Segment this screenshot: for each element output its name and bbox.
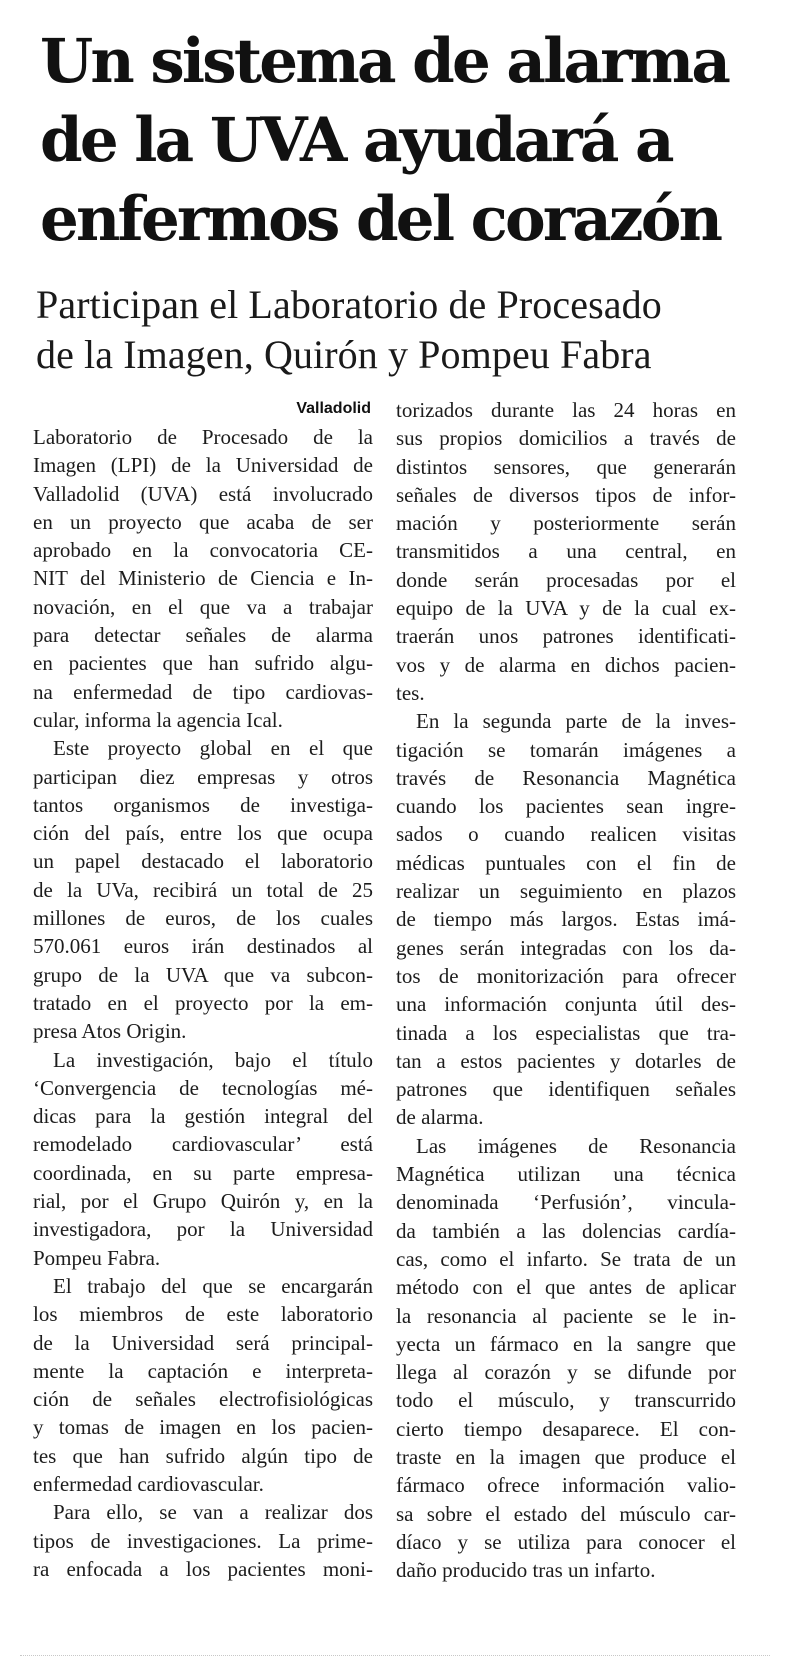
text-line: grupo de la UVA que va subcon- <box>33 962 373 987</box>
text-line: genes serán integradas con los da- <box>396 935 736 960</box>
text-line: presa Atos Origin. <box>33 1019 187 1044</box>
headline-line: de la UVA ayudará a <box>40 105 672 176</box>
text-line: na enfermedad de tipo cardiovas- <box>33 679 373 704</box>
text-line: dicas para la gestión integral del <box>33 1104 373 1129</box>
text-line: Para ello, se van a realizar dos <box>53 1500 373 1525</box>
text-line: tratado en el proyecto por la em- <box>33 990 373 1015</box>
text-line: llega al corazón y se difunde por <box>396 1360 736 1385</box>
text-line: investigadora, por la Universidad <box>33 1217 373 1242</box>
text-line: en un proyecto que acaba de ser <box>33 509 373 534</box>
text-line: ción de señales electrofisiológicas <box>33 1387 373 1412</box>
text-line: sa sobre el estado del músculo car- <box>396 1501 736 1526</box>
text-line: tes que han sufrido algún tipo de <box>33 1443 373 1468</box>
text-line: Imagen (LPI) de la Universidad de <box>33 453 373 478</box>
text-line: la resonancia al paciente se le in- <box>396 1303 736 1328</box>
text-line: tipos de investigaciones. La prime- <box>33 1528 373 1553</box>
text-line: traste en la imagen que produce el <box>396 1444 736 1469</box>
text-line: participan diez empresas y otros <box>33 764 373 789</box>
text-line: sus propios domicilios a través de <box>396 426 736 451</box>
text-line: tinada a los especialistas que tra- <box>396 1020 736 1045</box>
subheadline-line: Participan el Laboratorio de Procesado <box>36 282 662 327</box>
text-line: tes. <box>396 680 425 705</box>
text-line: Pompeu Fabra. <box>33 1245 161 1270</box>
text-line: de alarma. <box>396 1105 484 1130</box>
text-line: enfermedad cardiovascular. <box>33 1471 264 1496</box>
subheadline <box>36 280 776 380</box>
text-line: rial, por el Grupo Quirón y, en la <box>33 1189 373 1214</box>
text-line: los miembros de este laboratorio <box>33 1302 373 1327</box>
text-line: equipo de la UVA y de la cual ex- <box>396 596 736 621</box>
text-line: Magnética utilizan una técnica <box>396 1162 736 1187</box>
text-line: tos de monitorización para ofrecer <box>396 963 736 988</box>
text-line: sados o cuando realicen visitas <box>396 822 736 847</box>
text-line: vos y de alarma en dichos pacien- <box>396 652 736 677</box>
text-line: de tiempo más largos. Estas imá- <box>396 907 736 932</box>
text-line: ción del país, entre los que ocupa <box>33 821 373 846</box>
text-line: Este proyecto global en el que <box>53 736 373 761</box>
text-line: mación y posteriormente serán <box>396 511 736 536</box>
text-line: aprobado en la convocatoria CE- <box>33 538 373 563</box>
text-line: fármaco ofrece información valio- <box>396 1473 736 1498</box>
text-line: método con el que antes de aplicar <box>396 1275 736 1300</box>
text-line: traerán unos patrones identificati- <box>396 624 736 649</box>
article-column-left <box>33 395 373 1583</box>
text-line: donde serán procesadas por el <box>396 567 736 592</box>
text-line: mente la captación e interpreta- <box>33 1358 373 1383</box>
text-line: yecta un fármaco en la sangre que <box>396 1331 736 1356</box>
text-line: todo el músculo, y transcurrido <box>396 1388 736 1413</box>
text-line: torizados durante las 24 horas en <box>396 398 736 422</box>
text-line: 570.061 euros irán destinados al <box>33 934 373 959</box>
dateline: Valladolid <box>296 400 371 417</box>
text-line: y tomas de imagen en los pacien- <box>33 1415 373 1440</box>
text-line: Laboratorio de Procesado de la <box>33 425 373 449</box>
text-line: NIT del Ministerio de Ciencia e In- <box>33 566 373 591</box>
headline-line: Un sistema de alarma <box>40 26 729 97</box>
bottom-divider <box>20 1655 770 1656</box>
text-line: una información conjunta útil des- <box>396 992 736 1017</box>
text-line: de la UVa, recibirá un total de 25 <box>33 877 373 902</box>
text-line: de la Universidad será principal- <box>33 1330 373 1355</box>
text-line: novación, en el que va a trabajar <box>33 594 373 619</box>
text-line: denominada ‘Perfusión’, vincula- <box>396 1190 736 1215</box>
text-line: ra enfocada a los pacientes moni- <box>33 1556 373 1581</box>
text-line: En la segunda parte de la inves- <box>416 709 736 734</box>
text-line: médicas puntuales con el fin de <box>396 850 736 875</box>
text-line: da también a las dolencias cardía- <box>396 1218 736 1243</box>
headline-line: enfermos del corazón <box>40 184 721 255</box>
headline <box>40 22 770 259</box>
text-line: distintos sensores, que generarán <box>396 454 736 479</box>
text-line: cierto tiempo desaparece. El con- <box>396 1416 736 1441</box>
text-line: cas, como el infarto. Se trata de un <box>396 1246 736 1271</box>
text-line: señales de diversos tipos de infor- <box>396 482 736 507</box>
text-line: Las imágenes de Resonancia <box>416 1133 736 1158</box>
text-line: Valladolid (UVA) está involucrado <box>33 481 373 506</box>
text-line: cuando los pacientes sean ingre- <box>396 794 736 819</box>
text-line: realizar un seguimiento en plazos <box>396 879 736 904</box>
text-line: cular, informa la agencia Ical. <box>33 707 283 732</box>
text-line: un papel destacado el laboratorio <box>33 849 373 874</box>
text-line: tantos organismos de investiga- <box>33 792 373 817</box>
text-line: millones de euros, de los cuales <box>33 906 373 931</box>
text-line: remodelado cardiovascular’ está <box>33 1132 373 1157</box>
text-line: coordinada, en su parte empresa- <box>33 1160 373 1185</box>
text-line: patrones que identifiquen señales <box>396 1077 736 1102</box>
text-line: transmitidos a una central, en <box>396 539 736 564</box>
text-line: en pacientes que han sufrido algu- <box>33 651 373 676</box>
text-line: para detectar señales de alarma <box>33 623 373 648</box>
text-line: La investigación, bajo el título <box>53 1047 373 1072</box>
text-line: daño producido tras un infarto. <box>396 1558 656 1583</box>
text-line: díaco y se utiliza para conocer el <box>396 1529 736 1554</box>
article-column-right <box>396 396 736 1584</box>
text-line: tan a estos pacientes y dotarles de <box>396 1048 736 1073</box>
subheadline-line: de la Imagen, Quirón y Pompeu Fabra <box>36 332 652 377</box>
text-line: tigación se tomarán imágenes a <box>396 737 736 762</box>
text-line: El trabajo del que se encargarán <box>53 1273 373 1298</box>
text-line: ‘Convergencia de tecnologías mé- <box>33 1075 373 1100</box>
text-line: través de Resonancia Magnética <box>396 765 736 790</box>
